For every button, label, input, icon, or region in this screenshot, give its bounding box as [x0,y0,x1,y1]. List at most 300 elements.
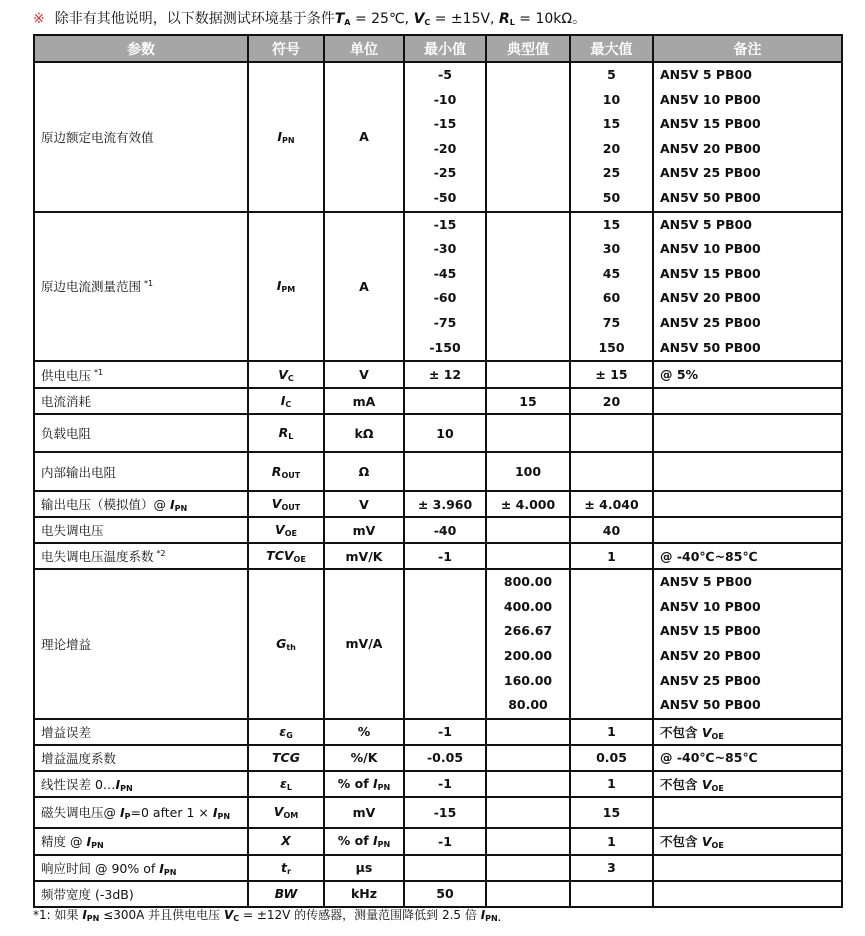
param-cell [34,543,248,569]
text-segment: 磁失调电压@ [41,805,120,821]
symbol [266,548,306,563]
remark-value [660,832,841,850]
remark-cell [653,797,842,828]
table-row [34,491,842,517]
symbol-cell [248,828,324,855]
symbol-main: R [278,425,289,441]
symbol-main: I [280,393,286,409]
symbol-main: X [281,833,291,849]
symbol-subscript: PN [174,504,188,514]
symbol-main: I [373,775,378,791]
unit-cell [324,855,404,881]
symbol-main: t [281,859,288,875]
remark-cell [653,388,842,414]
symbol-main: V [413,11,425,27]
text-segment: 响应时间 @ 90% of [41,860,160,876]
table-row [34,855,842,881]
min-value: -45 [433,265,457,281]
min-value: -30 [433,241,457,257]
min-cell [404,212,486,362]
symbol-main: I [159,860,164,876]
symbol-subscript: PN [91,841,104,851]
unit-cell [324,361,404,388]
symbol-subscript: PN. [485,914,501,923]
unit-cell [324,771,404,797]
param-cell [34,388,248,414]
remark-value: AN5V 5 PB00 [660,574,752,590]
min-cell [404,745,486,771]
symbol [279,425,294,440]
symbol-subscript: OUT [281,503,301,513]
text-segment: mA [352,393,376,409]
symbol-subscript: th [286,642,296,652]
symbol-cell [248,414,324,452]
symbol [702,777,724,792]
symbol [159,861,176,876]
symbol-subscript: OM [283,811,299,821]
min-value: -25 [433,165,457,181]
remark-cell [653,771,842,797]
param-cell [34,881,248,907]
symbol-main: V [273,804,284,820]
symbol [481,908,501,922]
typ-cell [486,452,570,491]
text-segment: 频带宽度 (-3dB) [41,886,134,902]
text-segment: = ±12V 的传感器，测量范围降低到 2.5 倍 [239,908,481,922]
max-value: 15 [602,116,621,132]
remark-cell [653,569,842,719]
max-value: 1 [607,724,616,740]
table-row [34,517,842,543]
unit-cell [324,543,404,569]
max-value: 15 [602,216,621,232]
symbol-subscript: OE [711,841,724,851]
symbol-main: R [271,463,282,479]
param-cell [34,828,248,855]
min-value: -15 [433,804,457,820]
unit-cell [324,491,404,517]
remark-cell [653,855,842,881]
typ-cell [486,881,570,907]
min-cell [404,361,486,388]
text-segment: 负载电阻 [41,426,92,442]
symbol-cell [248,719,324,745]
symbol-main: V [701,834,712,850]
symbol-cell [248,517,324,543]
max-value: 15 [602,804,621,820]
unit-cell [324,62,404,212]
min-value: -15 [433,216,457,232]
footnote-ref: *2 [156,549,166,559]
text-segment: *1: 如果 [33,908,83,922]
min-cell [404,452,486,491]
min-value: -1 [438,776,452,792]
test-conditions-note [33,8,586,28]
param-cell [34,361,248,388]
symbol-main: I [373,833,378,849]
remark-value: AN5V 50 PB00 [660,697,761,713]
symbol-main: I [277,128,283,144]
remark-value: AN5V 50 PB00 [660,189,761,205]
min-value: -150 [429,339,461,355]
max-value: 0.05 [596,750,627,766]
min-value: -20 [433,140,457,156]
symbol-subscript: OE [284,529,297,539]
symbol [277,278,295,293]
remark-value: @ 5% [660,367,699,383]
remark-value: AN5V 20 PB00 [660,140,761,156]
text-segment: ≤300A 并且供电电压 [99,908,224,922]
min-cell [404,388,486,414]
typ-cell [486,517,570,543]
text-segment: mV [352,804,376,820]
symbol-main: R [498,11,510,27]
remark-value: AN5V 15 PB00 [660,623,761,639]
table-row [34,569,842,719]
typ-cell [486,361,570,388]
symbol [281,860,291,875]
unit-cell [324,388,404,414]
symbol-subscript: PN [377,840,391,850]
typ-cell [486,62,570,212]
remark-cell [653,212,842,362]
remark-cell [653,828,842,855]
max-value: 3 [607,860,616,876]
min-cell [404,517,486,543]
table-row [34,745,842,771]
symbol-main: V [701,724,712,740]
symbol-subscript: OUT [281,470,301,480]
symbol-main: ε [279,775,287,791]
unit-cell [324,452,404,491]
text-segment: 增益误差 [41,724,92,740]
min-value: 50 [436,886,454,902]
remark-cell [653,517,842,543]
symbol-subscript: C [424,18,431,27]
text-segment: 内部输出电阻 [41,464,117,480]
remark-value: AN5V 20 PB00 [660,647,761,663]
table-row [34,828,842,855]
typ-value: 160.00 [503,672,553,688]
text-segment: mV/A [345,636,383,652]
table-row [34,881,842,907]
max-value: 25 [602,165,621,181]
symbol-cell [248,543,324,569]
min-value: -1 [438,548,452,564]
param-cell [34,452,248,491]
symbol [120,805,131,820]
unit-cell [324,212,404,362]
symbol-subscript: PM [281,285,296,295]
symbol-main: I [115,776,121,792]
symbol-subscript: A [344,18,351,27]
remark-value [660,775,841,793]
max-value: 20 [602,140,621,156]
remark-cell [653,543,842,569]
remark-value: AN5V 25 PB00 [660,672,761,688]
max-value: 1 [607,548,616,564]
symbol [373,833,390,848]
symbol [86,834,103,849]
param-cell [34,855,248,881]
max-cell [570,212,653,362]
text-segment: = 25℃, [350,11,414,27]
typ-value: 266.67 [503,623,553,639]
typ-cell [486,569,570,719]
column-header: 单位 [324,35,404,62]
symbol-subscript: PN [282,135,295,145]
symbol-subscript: PN [377,782,391,792]
text-segment: 增益温度系数 [41,750,117,766]
text-segment: 理论增益 [41,636,92,652]
remark-cell [653,361,842,388]
symbol [280,776,292,791]
text-segment: 供电电压 [41,367,92,383]
table-row [34,361,842,388]
column-header: 符号 [248,35,324,62]
remark-cell [653,62,842,212]
symbol-subscript: PN [86,914,100,923]
max-value: 1 [607,833,616,849]
max-cell [570,569,653,719]
reference-mark-icon: ※ [33,11,45,27]
symbol-main: TCG [272,749,300,765]
text-segment: 精度 @ [41,834,87,850]
unit-cell [324,517,404,543]
symbol-main: TCV [266,548,294,564]
symbol-cell [248,388,324,414]
symbol-subscript: C [233,914,240,923]
symbol [224,908,239,922]
table-row [34,543,842,569]
symbol-cell [248,491,324,517]
column-header: 最大值 [570,35,653,62]
text-segment: V [359,367,369,383]
symbol-subscript: C [287,373,294,383]
typ-cell [486,212,570,362]
text-segment: mV [352,522,376,538]
remark-value: AN5V 25 PB00 [660,314,761,330]
symbol [276,636,296,651]
remark-value: @ -40℃~85℃ [660,548,758,564]
symbol-main: V [223,908,234,922]
table-row [34,414,842,452]
remark-value [660,723,841,741]
min-value: -1 [438,724,452,740]
max-cell [570,828,653,855]
remark-value: AN5V 10 PB00 [660,598,761,614]
typ-cell [486,388,570,414]
max-value: 75 [602,314,621,330]
max-cell [570,719,653,745]
remark-cell [653,719,842,745]
typ-cell [486,414,570,452]
symbol [213,805,230,820]
symbol-cell [248,745,324,771]
max-value: ± 15 [595,367,628,383]
max-value: 45 [602,265,621,281]
symbol-cell [248,797,324,828]
remark-value: AN5V 15 PB00 [660,265,761,281]
symbol [274,804,298,819]
param-cell [34,491,248,517]
symbol [281,393,292,408]
text-segment: = 10kΩ。 [514,11,587,27]
text-segment: 原边电流测量范围 [41,279,142,295]
max-value: 40 [602,522,621,538]
symbol [414,11,431,27]
note-conditions [335,11,586,27]
symbol [373,776,390,791]
min-value: -60 [433,290,457,306]
symbol-main: T [334,11,345,27]
typ-value: ± 4.000 [500,496,556,512]
remark-text: 不包含 [660,724,702,740]
max-cell [570,543,653,569]
table-row [34,62,842,212]
symbol-main: I [169,497,175,513]
remark-text: 不包含 [660,834,702,850]
symbol [335,11,351,27]
max-cell [570,414,653,452]
table-row [34,797,842,828]
symbol-main: I [82,908,87,922]
symbol-subscript: L [509,18,515,27]
typ-value: 80.00 [508,697,548,713]
min-cell [404,881,486,907]
max-cell [570,517,653,543]
symbol-subscript: PN [120,783,133,793]
text-segment: 输出电压（模拟值）@ [41,497,170,513]
min-value: ± 3.960 [417,496,473,512]
max-cell [570,388,653,414]
symbol-main: I [212,805,218,821]
footnote-ref: *1 [94,367,104,377]
symbol-subscript: G [286,730,293,740]
symbol-cell [248,212,324,362]
max-value: 5 [607,67,616,82]
text-segment: mV/K [345,548,383,564]
text-segment: kΩ [354,425,374,441]
max-cell [570,797,653,828]
text-segment: 线性误差 0… [41,776,116,792]
text-segment: =0 after 1 × [130,805,213,821]
typ-cell [486,771,570,797]
typ-cell [486,797,570,828]
min-cell [404,543,486,569]
text-segment: %/K [350,750,378,766]
typ-cell [486,855,570,881]
remark-value: AN5V 10 PB00 [660,241,761,257]
min-cell [404,414,486,452]
symbol-main: V [278,366,288,382]
symbol-subscript: r [287,866,291,876]
remark-value: AN5V 50 PB00 [660,339,761,355]
min-value: -75 [433,314,457,330]
table-row [34,452,842,491]
table-row [34,771,842,797]
max-value: 60 [602,290,621,306]
max-value: 1 [607,776,616,792]
remark-value: AN5V 10 PB00 [660,91,761,107]
symbol-main: V [275,522,285,538]
typ-value: 200.00 [503,647,553,663]
symbol [702,834,724,849]
remark-value: AN5V 5 PB00 [660,67,752,82]
unit-cell [324,881,404,907]
symbol-cell [248,569,324,719]
symbol-cell [248,361,324,388]
min-cell [404,62,486,212]
symbol-main: G [276,635,287,651]
footnote-ref: *1 [144,279,154,289]
spec-table [33,34,843,908]
min-cell [404,855,486,881]
symbol [702,725,724,740]
text-segment: A [359,278,369,294]
param-cell [34,719,248,745]
symbol-subscript: P [124,812,131,822]
min-value: -10 [433,91,457,107]
min-value: ± 12 [428,367,462,383]
param-cell [34,62,248,212]
min-value: 10 [436,425,454,441]
symbol-cell [248,881,324,907]
unit-cell [324,745,404,771]
note-text: 除非有其他说明，以下数据测试环境基于条件 [54,11,335,27]
text-segment: kHz [350,886,378,902]
min-value: -50 [433,189,457,205]
table-row [34,212,842,362]
symbol-subscript: OE [711,731,724,741]
remark-value: AN5V 15 PB00 [660,116,761,132]
symbol-subscript: L [286,782,293,792]
symbol-subscript: PN [217,812,231,822]
min-cell [404,491,486,517]
text-segment: 电失调电压 [41,523,104,539]
symbol-main: ε [279,723,287,739]
remark-value: AN5V 5 PB00 [660,216,752,232]
symbol-cell [248,771,324,797]
unit-cell [324,569,404,719]
param-cell [34,212,248,362]
remark-cell [653,414,842,452]
min-cell [404,569,486,719]
min-cell [404,797,486,828]
symbol [115,777,132,792]
typ-value: 800.00 [503,574,553,590]
min-value: -1 [438,833,452,849]
param-cell [34,517,248,543]
column-header: 参数 [34,35,248,62]
symbol-subscript: OE [711,783,724,793]
header-row [34,35,842,62]
max-cell [570,881,653,907]
symbol-main: I [480,908,486,922]
symbol-cell [248,855,324,881]
max-cell [570,62,653,212]
text-segment: A [359,129,369,145]
unit-cell [324,414,404,452]
unit-cell [324,797,404,828]
symbol-main: V [701,776,712,792]
min-value: -5 [438,67,452,82]
max-value: ± 4.040 [584,496,639,512]
min-cell [404,719,486,745]
symbol [272,750,300,765]
max-value: 50 [602,189,621,205]
symbol [281,833,291,848]
